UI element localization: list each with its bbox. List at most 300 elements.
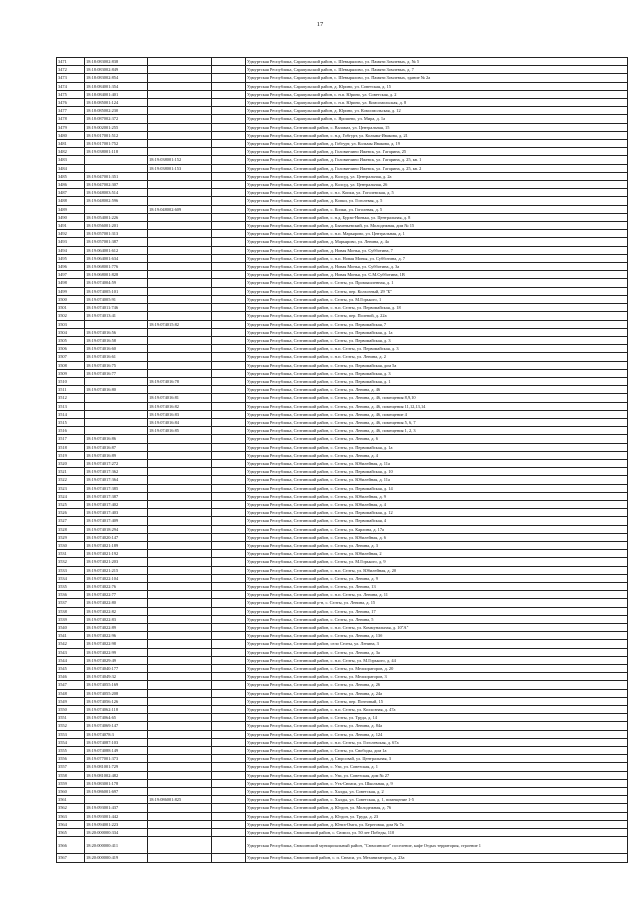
address-cell: Удмуртская Республика, Селтинский район, с. Селты, ул. Мелиораторов, 3 xyxy=(246,673,628,681)
table-row xyxy=(57,599,628,607)
address-cell: Удмуртская Республика, Селтинский район, с. Селты, ул. Юбилейная, д. 4 xyxy=(246,500,628,508)
cadastral-number-cell: 18:19:074017:403 xyxy=(85,509,148,517)
address-cell: Удмуртская Республика, Селтинский район, д. Югдон, ул. Молодежная, д. 76 xyxy=(246,804,628,812)
table-row xyxy=(57,443,628,451)
address-cell: Удмуртская Республика, Селтинский район, с. Селты, ул. Первомайская, д. 3 xyxy=(246,369,628,377)
cadastral-number-cell: 18:19:074016:77 xyxy=(85,369,148,377)
address-cell: Удмуртская Республика, Сарапульский район, с. н.п. Юрино, ул. Советская, д. 2 xyxy=(246,90,628,98)
parent-cadastral-number-cell: 18:19:086001:825 xyxy=(148,796,212,804)
parent-cadastral-number-cell xyxy=(148,230,212,238)
extra-number-cell xyxy=(212,148,246,156)
address-cell: Удмуртская Республика, Селтинский район, с. Селты, ул. Юбилейная, д. 11а xyxy=(246,476,628,484)
extra-number-cell xyxy=(212,541,246,549)
parent-cadastral-number-cell xyxy=(148,254,212,262)
table-row xyxy=(57,189,628,197)
table-row xyxy=(57,99,628,107)
table-row xyxy=(57,279,628,287)
extra-number-cell xyxy=(212,213,246,221)
row-number-cell: 3480 xyxy=(57,131,85,139)
row-number-cell: 3482 xyxy=(57,148,85,156)
extra-number-cell xyxy=(212,854,246,862)
cadastral-number-cell: 18:19:047001:351 xyxy=(85,172,148,180)
parent-cadastral-number-cell xyxy=(148,123,212,131)
address-cell: Удмуртская Республика, Сарапульский район, д. Юрино, ул. Комсомольская, д. 12 xyxy=(246,107,628,115)
row-number-cell: 3538 xyxy=(57,607,85,615)
parent-cadastral-number-cell xyxy=(148,172,212,180)
extra-number-cell xyxy=(212,837,246,854)
address-cell: Удмуртская Республика, Селтинский район, с. н.п. Селты, ул. Гоголевская, д. 67а xyxy=(246,738,628,746)
table-row xyxy=(57,730,628,738)
parent-cadastral-number-cell xyxy=(148,295,212,303)
extra-number-cell xyxy=(212,336,246,344)
address-cell: Удмуртская Республика, Селтинский район, с. Селты, ул. Ленина, д. 6 xyxy=(246,435,628,443)
page-number: 17 xyxy=(316,21,324,28)
table-row xyxy=(57,714,628,722)
address-cell: Удмуртская Республика, Селтинский район, с. Селты, ул. Ленина, д. 46 xyxy=(246,386,628,394)
parent-cadastral-number-cell xyxy=(148,263,212,271)
row-number-cell: 3474 xyxy=(57,82,85,90)
table-row xyxy=(57,837,628,854)
row-number-cell: 3484 xyxy=(57,164,85,172)
address-cell: Удмуртская Республика, Селтинский район, д. Югдон, ул. Труда, д. 23 xyxy=(246,812,628,820)
table-row xyxy=(57,74,628,82)
table-row xyxy=(57,689,628,697)
cadastral-number-cell: 18:19:002001:255 xyxy=(85,123,148,131)
row-number-cell: 3562 xyxy=(57,804,85,812)
row-number-cell: 3483 xyxy=(57,156,85,164)
cadastral-number-cell: 18:19:074005:101 xyxy=(85,287,148,295)
cadastral-number-cell: 18:19:074069:147 xyxy=(85,722,148,730)
table-row xyxy=(57,58,628,66)
address-cell: Удмуртская Республика, Селтинский район, с. Селты, ул. Первомайская, дом 5а xyxy=(246,361,628,369)
row-number-cell: 3493 xyxy=(57,238,85,246)
table-row xyxy=(57,771,628,779)
row-number-cell: 3561 xyxy=(57,796,85,804)
row-number-cell: 3513 xyxy=(57,402,85,410)
cadastral-number-cell: 18:19:074029:49 xyxy=(85,656,148,664)
parent-cadastral-number-cell xyxy=(148,788,212,796)
parent-cadastral-number-cell xyxy=(148,148,212,156)
address-cell: Удмуртская Республика, Селтинский район, с. н.п. Селты, ул. Юбилейная, д. 20 xyxy=(246,566,628,574)
cadastral-number-cell: 18:19:074016:80 xyxy=(85,386,148,394)
extra-number-cell xyxy=(212,386,246,394)
address-cell: Удмуртская Республика, Селтинский район, с. Селты, ул. Первомайская, 4 xyxy=(246,517,628,525)
extra-number-cell xyxy=(212,181,246,189)
table-row xyxy=(57,90,628,98)
parent-cadastral-number-cell xyxy=(148,82,212,90)
row-number-cell: 3478 xyxy=(57,115,85,123)
extra-number-cell xyxy=(212,730,246,738)
table-row xyxy=(57,287,628,295)
row-number-cell: 3541 xyxy=(57,632,85,640)
table-row xyxy=(57,648,628,656)
address-cell: Удмуртская Республика, Селтинский район, с. Селты, пер. Почтовый, 15 xyxy=(246,697,628,705)
parent-cadastral-number-cell xyxy=(148,632,212,640)
address-cell: Удмуртская Республика, Сарапульский район, д. Юрино, ул. Советская, д. 15 xyxy=(246,82,628,90)
extra-number-cell xyxy=(212,829,246,837)
table-row xyxy=(57,361,628,369)
parent-cadastral-number-cell xyxy=(148,541,212,549)
row-number-cell: 3505 xyxy=(57,336,85,344)
table-row xyxy=(57,747,628,755)
address-cell: Удмуртская Республика, Селтинский район, с. Селты, ул. Первомайская, 7 xyxy=(246,320,628,328)
extra-number-cell xyxy=(212,615,246,623)
table-row xyxy=(57,615,628,623)
cadastral-number-cell: 18:19:074020:147 xyxy=(85,533,148,541)
parent-cadastral-number-cell xyxy=(148,279,212,287)
address-cell: Удмуртская Республика, Селтинский район, с. Селты, ул. Ленина, д. 9 xyxy=(246,574,628,582)
cadastral-number-cell: 18:19:077001:373 xyxy=(85,755,148,763)
extra-number-cell xyxy=(212,804,246,812)
address-cell: Удмуртская Республика, Селтинский район, с. Селты, ул. Ленина, д. 46, помещения 1, 2, 3 xyxy=(246,427,628,435)
row-number-cell: 3553 xyxy=(57,730,85,738)
extra-number-cell xyxy=(212,189,246,197)
address-cell: Удмуртская Республика, Селтинский район, с. Селты, ул. Юбилейная, д. 6 xyxy=(246,533,628,541)
parent-cadastral-number-cell xyxy=(148,673,212,681)
address-cell: Удмуртская Республика, Селтинский район, с. Селты, ул. Труда, д. 14 xyxy=(246,714,628,722)
address-cell: Удмуртская Республика, Селтинский район, с. н.п. Селты, ул. Первомайская, д. 3 xyxy=(246,345,628,353)
row-number-cell: 3540 xyxy=(57,624,85,632)
table-row xyxy=(57,82,628,90)
table-row xyxy=(57,459,628,467)
extra-number-cell xyxy=(212,706,246,714)
extra-number-cell xyxy=(212,99,246,107)
address-cell: Удмуртская Республика, Селтинский район, с. Халды, ул. Советская, д. 2 xyxy=(246,788,628,796)
cadastral-number-cell: 18:19:074022:77 xyxy=(85,591,148,599)
extra-number-cell xyxy=(212,796,246,804)
address-cell: Удмуртская Республика, Сарапульский район, с. Ярошево, ул. Мира, д. 1а xyxy=(246,115,628,123)
address-cell: Удмуртская Республика, Селтинский район, с. Халды, ул. Советская, д. 1, помещение 1-5 xyxy=(246,796,628,804)
address-cell: Удмуртская Республика, Селтинский район, д. Колсуд, ул. Центральная, 26 xyxy=(246,181,628,189)
cadastral-number-cell: 18:18:084001:401 xyxy=(85,90,148,98)
cadastral-number-cell: 18:19:074016:86 xyxy=(85,435,148,443)
address-cell: Удмуртская Республика, Сюмсинский район, с. Сюмси, ул. 50 лет Победы, 110 xyxy=(246,829,628,837)
cadastral-number-cell: 18:19:074022:82 xyxy=(85,607,148,615)
cadastral-number-cell: 18:19:064001:612 xyxy=(85,246,148,254)
cadastral-number-cell: 18:19:074011:746 xyxy=(85,304,148,312)
parent-cadastral-number-cell: 18:19:074016:78 xyxy=(148,377,212,385)
parent-cadastral-number-cell xyxy=(148,714,212,722)
extra-number-cell xyxy=(212,509,246,517)
cadastral-number-cell: 18:19:074017:362 xyxy=(85,468,148,476)
row-number-cell: 3500 xyxy=(57,295,85,303)
extra-number-cell xyxy=(212,459,246,467)
cadastral-number-cell: 18:19:074013:41 xyxy=(85,312,148,320)
table-row xyxy=(57,583,628,591)
row-number-cell: 3479 xyxy=(57,123,85,131)
extra-number-cell xyxy=(212,74,246,82)
address-cell: Удмуртская Республика, Селтинский район, с. Селты, ул. Ленина, 17 xyxy=(246,607,628,615)
cadastral-number-cell: 18:19:047002:307 xyxy=(85,181,148,189)
extra-number-cell xyxy=(212,295,246,303)
address-cell: Удмуртская Республика, Селтинский район, с. н.д. Бурзи-Нинька, ул. Центральная, д. 8 xyxy=(246,213,628,221)
table-row xyxy=(57,607,628,615)
row-number-cell: 3509 xyxy=(57,369,85,377)
row-number-cell: 3475 xyxy=(57,90,85,98)
table-row xyxy=(57,369,628,377)
row-number-cell: 3514 xyxy=(57,410,85,418)
address-cell: Удмуртская Республика, Селтинский район, с. Селты, ул. Ленина, д. 124 xyxy=(246,730,628,738)
cadastral-number-cell: 18:19:048003:514 xyxy=(85,189,148,197)
parent-cadastral-number-cell xyxy=(148,222,212,230)
cadastral-number-cell: 18:18:083002:838 xyxy=(85,58,148,66)
extra-number-cell xyxy=(212,722,246,730)
row-number-cell: 3473 xyxy=(57,74,85,82)
parent-cadastral-number-cell xyxy=(148,459,212,467)
table-row xyxy=(57,295,628,303)
address-cell: Удмуртская Республика, Сарапульский район, с. Шевырялово, ул. Памяти Зомлевых, д. № 5 xyxy=(246,58,628,66)
cadastral-number-cell: 18:19:074021:203 xyxy=(85,558,148,566)
table-row xyxy=(57,131,628,139)
cadastral-number-cell: 18:19:048002:596 xyxy=(85,197,148,205)
row-number-cell: 3534 xyxy=(57,574,85,582)
address-cell: Удмуртская Республика, Селтинский район, д. Быченьевский, ул. Молодежная, дом № 15 xyxy=(246,222,628,230)
cadastral-number-cell: 18:19:074021:189 xyxy=(85,541,148,549)
address-cell: Удмуртская Республика, Селтинский район, с. Узи, ул. Советская, д. 1 xyxy=(246,763,628,771)
address-cell: Удмуртская Республика, Селтинский район, с. н.п. Селты, ул. Коммунальная, д. 10"А" xyxy=(246,624,628,632)
cadastral-number-cell: 18:19:074062:118 xyxy=(85,706,148,714)
row-number-cell: 3498 xyxy=(57,279,85,287)
parent-cadastral-number-cell xyxy=(148,246,212,254)
cadastral-number-cell: 18:20:000000:419 xyxy=(85,854,148,862)
cadastral-number-cell: 18:18:083002:854 xyxy=(85,74,148,82)
cadastral-number-cell: 18:19:074017:409 xyxy=(85,517,148,525)
table-row xyxy=(57,509,628,517)
address-cell: Удмуртская Республика, Селтинский район, с. Селты, ул. Ленина, д. 13б xyxy=(246,632,628,640)
row-number-cell: 3533 xyxy=(57,566,85,574)
table-row xyxy=(57,377,628,385)
address-cell: Удмуртская Республика, Селтинский район, д. Новая Монья, ул. Субботина, д. 3а xyxy=(246,263,628,271)
parent-cadastral-number-cell xyxy=(148,854,212,862)
parent-cadastral-number-cell xyxy=(148,328,212,336)
table-row xyxy=(57,238,628,246)
parent-cadastral-number-cell xyxy=(148,517,212,525)
table-row xyxy=(57,525,628,533)
extra-number-cell xyxy=(212,435,246,443)
extra-number-cell xyxy=(212,451,246,459)
table-row xyxy=(57,755,628,763)
table-row xyxy=(57,517,628,525)
table-row xyxy=(57,123,628,131)
row-number-cell: 3506 xyxy=(57,345,85,353)
table-row xyxy=(57,451,628,459)
row-number-cell: 3555 xyxy=(57,747,85,755)
extra-number-cell xyxy=(212,648,246,656)
cadastral-number-cell xyxy=(85,164,148,172)
address-cell: Удмуртская Республика, Селтинский район, с. Селты, ул. Ленина, 5 xyxy=(246,615,628,623)
table-row xyxy=(57,492,628,500)
extra-number-cell xyxy=(212,369,246,377)
extra-number-cell xyxy=(212,197,246,205)
cadastral-number-cell: 18:19:074022:76 xyxy=(85,583,148,591)
extra-number-cell xyxy=(212,484,246,492)
address-cell: Удмуртская Республика, Селтинский район, село Селты, ул. Ленина, 3 xyxy=(246,640,628,648)
parent-cadastral-number-cell xyxy=(148,189,212,197)
cadastral-number-cell: 18:19:074022:80 xyxy=(85,599,148,607)
parent-cadastral-number-cell xyxy=(148,640,212,648)
parent-cadastral-number-cell xyxy=(148,624,212,632)
table-row xyxy=(57,763,628,771)
cadastral-number-cell: 18:18:084001:354 xyxy=(85,82,148,90)
table-row xyxy=(57,640,628,648)
table-row xyxy=(57,386,628,394)
address-cell: Удмуртская Республика, Селтинский район, с. Селты, ул. Первомайская, д. 1 xyxy=(246,377,628,385)
row-number-cell: 3508 xyxy=(57,361,85,369)
parent-cadastral-number-cell xyxy=(148,837,212,854)
address-cell: Удмуртская Республика, Селтинский район, д. Головятчино Ижевск, ул. Гагарина, д. 25, кв. 2 xyxy=(246,164,628,172)
address-cell: Удмуртская Республика, Селтинский район, с. Селты, ул. Первомайская, д. 14 xyxy=(246,484,628,492)
row-number-cell: 3566 xyxy=(57,837,85,854)
address-cell: Удмуртская Республика, Сарапульский район, с. Шевырялово, ул. Памяти Зомлевых, здание № 2а xyxy=(246,74,628,82)
extra-number-cell xyxy=(212,681,246,689)
extra-number-cell xyxy=(212,172,246,180)
parent-cadastral-number-cell xyxy=(148,304,212,312)
table-row xyxy=(57,156,628,164)
extra-number-cell xyxy=(212,525,246,533)
row-number-cell: 3494 xyxy=(57,246,85,254)
row-number-cell: 3557 xyxy=(57,763,85,771)
parent-cadastral-number-cell xyxy=(148,484,212,492)
address-cell: Удмуртская Республика, Селтинский район, с. н.п. Селты, ул. Первомайская, д. 18 xyxy=(246,304,628,312)
parent-cadastral-number-cell xyxy=(148,599,212,607)
table-row xyxy=(57,418,628,426)
cadastral-number-cell: 18:20:000000:411 xyxy=(85,837,148,854)
parent-cadastral-number-cell xyxy=(148,558,212,566)
row-number-cell: 3546 xyxy=(57,673,85,681)
cadastral-number-cell xyxy=(85,377,148,385)
table-row xyxy=(57,427,628,435)
cadastral-number-cell xyxy=(85,402,148,410)
table-row xyxy=(57,484,628,492)
cadastral-number-cell xyxy=(85,205,148,213)
parent-cadastral-number-cell xyxy=(148,615,212,623)
table-row xyxy=(57,205,628,213)
cadastral-number-cell: 18:19:074017:402 xyxy=(85,500,148,508)
table-row xyxy=(57,320,628,328)
parent-cadastral-number-cell xyxy=(148,500,212,508)
row-number-cell: 3510 xyxy=(57,377,85,385)
table-row xyxy=(57,476,628,484)
cadastral-number-cell: 18:19:074055:208 xyxy=(85,689,148,697)
parent-cadastral-number-cell xyxy=(148,747,212,755)
cadastral-number-cell xyxy=(85,796,148,804)
table-row xyxy=(57,829,628,837)
cadastral-number-cell: 18:19:074017:272 xyxy=(85,459,148,467)
cadastral-number-cell: 18:19:074016:61 xyxy=(85,353,148,361)
row-number-cell: 3536 xyxy=(57,591,85,599)
parent-cadastral-number-cell xyxy=(148,804,212,812)
table-row xyxy=(57,697,628,705)
cadastral-number-cell: 18:18:085002:230 xyxy=(85,107,148,115)
cadastral-number-cell: 18:19:054001:226 xyxy=(85,213,148,221)
row-number-cell: 3548 xyxy=(57,689,85,697)
table-row xyxy=(57,574,628,582)
parent-cadastral-number-cell xyxy=(148,591,212,599)
cadastral-number-cell: 18:19:081001:729 xyxy=(85,763,148,771)
row-number-cell: 3504 xyxy=(57,328,85,336)
parent-cadastral-number-cell: 18:19:048002:609 xyxy=(148,205,212,213)
parent-cadastral-number-cell xyxy=(148,574,212,582)
address-cell: Удмуртская Республика, Селтинский район, с. н.п. Новая Монья, ул. Субботина, д. 7 xyxy=(246,254,628,262)
cadastral-number-cell: 18:19:074004:59 xyxy=(85,279,148,287)
cadastral-number-cell: 18:19:093001:442 xyxy=(85,812,148,820)
address-cell: Удмуртская Республика, Селтинский район, с. Селты, ул. М.Горького, д. 9 xyxy=(246,558,628,566)
parent-cadastral-number-cell xyxy=(148,66,212,74)
address-cell: Удмуртская Республика, Селтинский район, с. Селты, пер. Колхозный, 29 "Б" xyxy=(246,287,628,295)
parent-cadastral-number-cell xyxy=(148,181,212,189)
row-number-cell: 3521 xyxy=(57,468,85,476)
parent-cadastral-number-cell xyxy=(148,755,212,763)
cadastral-number-cell: 18:19:081002:482 xyxy=(85,771,148,779)
table-row xyxy=(57,107,628,115)
table-row xyxy=(57,271,628,279)
row-number-cell: 3537 xyxy=(57,599,85,607)
extra-number-cell xyxy=(212,632,246,640)
extra-number-cell xyxy=(212,82,246,90)
parent-cadastral-number-cell xyxy=(148,812,212,820)
address-cell: Удмуртская Республика, Селтинский район, с. Селты, ул. Ленина, д. 24а xyxy=(246,689,628,697)
parent-cadastral-number-cell xyxy=(148,492,212,500)
table-row xyxy=(57,304,628,312)
address-cell: Удмуртская Республика, Селтинский район, с. Селты, ул. Первомайская, д. 12 xyxy=(246,509,628,517)
row-number-cell: 3550 xyxy=(57,706,85,714)
cadastral-number-cell: 18:19:074021:192 xyxy=(85,550,148,558)
address-cell: Удмуртская Республика, Селтинский район, с. Селты, ул. Ленина, д. 46, помещения 5, 6, 7 xyxy=(246,418,628,426)
parent-cadastral-number-cell xyxy=(148,386,212,394)
table-row xyxy=(57,197,628,205)
extra-number-cell xyxy=(212,345,246,353)
parent-cadastral-number-cell xyxy=(148,820,212,828)
table-row xyxy=(57,394,628,402)
parent-cadastral-number-cell xyxy=(148,763,212,771)
extra-number-cell xyxy=(212,140,246,148)
table-row xyxy=(57,328,628,336)
parent-cadastral-number-cell xyxy=(148,238,212,246)
extra-number-cell xyxy=(212,533,246,541)
cadastral-number-cell: 18:19:074022:83 xyxy=(85,615,148,623)
parent-cadastral-number-cell xyxy=(148,681,212,689)
table-row xyxy=(57,796,628,804)
table-row xyxy=(57,172,628,180)
extra-number-cell xyxy=(212,788,246,796)
table-row xyxy=(57,558,628,566)
registry-table xyxy=(56,57,628,863)
parent-cadastral-number-cell xyxy=(148,722,212,730)
row-number-cell: 3544 xyxy=(57,656,85,664)
cadastral-number-cell: 18:18:087002:372 xyxy=(85,115,148,123)
cadastral-number-cell: 18:19:074016:75 xyxy=(85,361,148,369)
cadastral-number-cell: 18:19:074018:294 xyxy=(85,525,148,533)
cadastral-number-cell: 18:19:074021:215 xyxy=(85,566,148,574)
parent-cadastral-number-cell: 18:19:074016:82 xyxy=(148,402,212,410)
extra-number-cell xyxy=(212,353,246,361)
parent-cadastral-number-cell: 18:19:074016:84 xyxy=(148,418,212,426)
table-row xyxy=(57,312,628,320)
row-number-cell: 3517 xyxy=(57,435,85,443)
extra-number-cell xyxy=(212,279,246,287)
row-number-cell: 3567 xyxy=(57,854,85,862)
row-number-cell: 3492 xyxy=(57,230,85,238)
row-number-cell: 3530 xyxy=(57,541,85,549)
row-number-cell: 3489 xyxy=(57,205,85,213)
address-cell: Удмуртская Республика, Селтинский район, с. Селты, ул. Ленина, д. 26 xyxy=(246,681,628,689)
parent-cadastral-number-cell xyxy=(148,656,212,664)
row-number-cell: 3542 xyxy=(57,640,85,648)
parent-cadastral-number-cell xyxy=(148,107,212,115)
table-row xyxy=(57,812,628,820)
table-row xyxy=(57,738,628,746)
address-cell: Удмуртская Республика, Селтинский район, с. Селты, ул. Промышленная, д. 1 xyxy=(246,279,628,287)
